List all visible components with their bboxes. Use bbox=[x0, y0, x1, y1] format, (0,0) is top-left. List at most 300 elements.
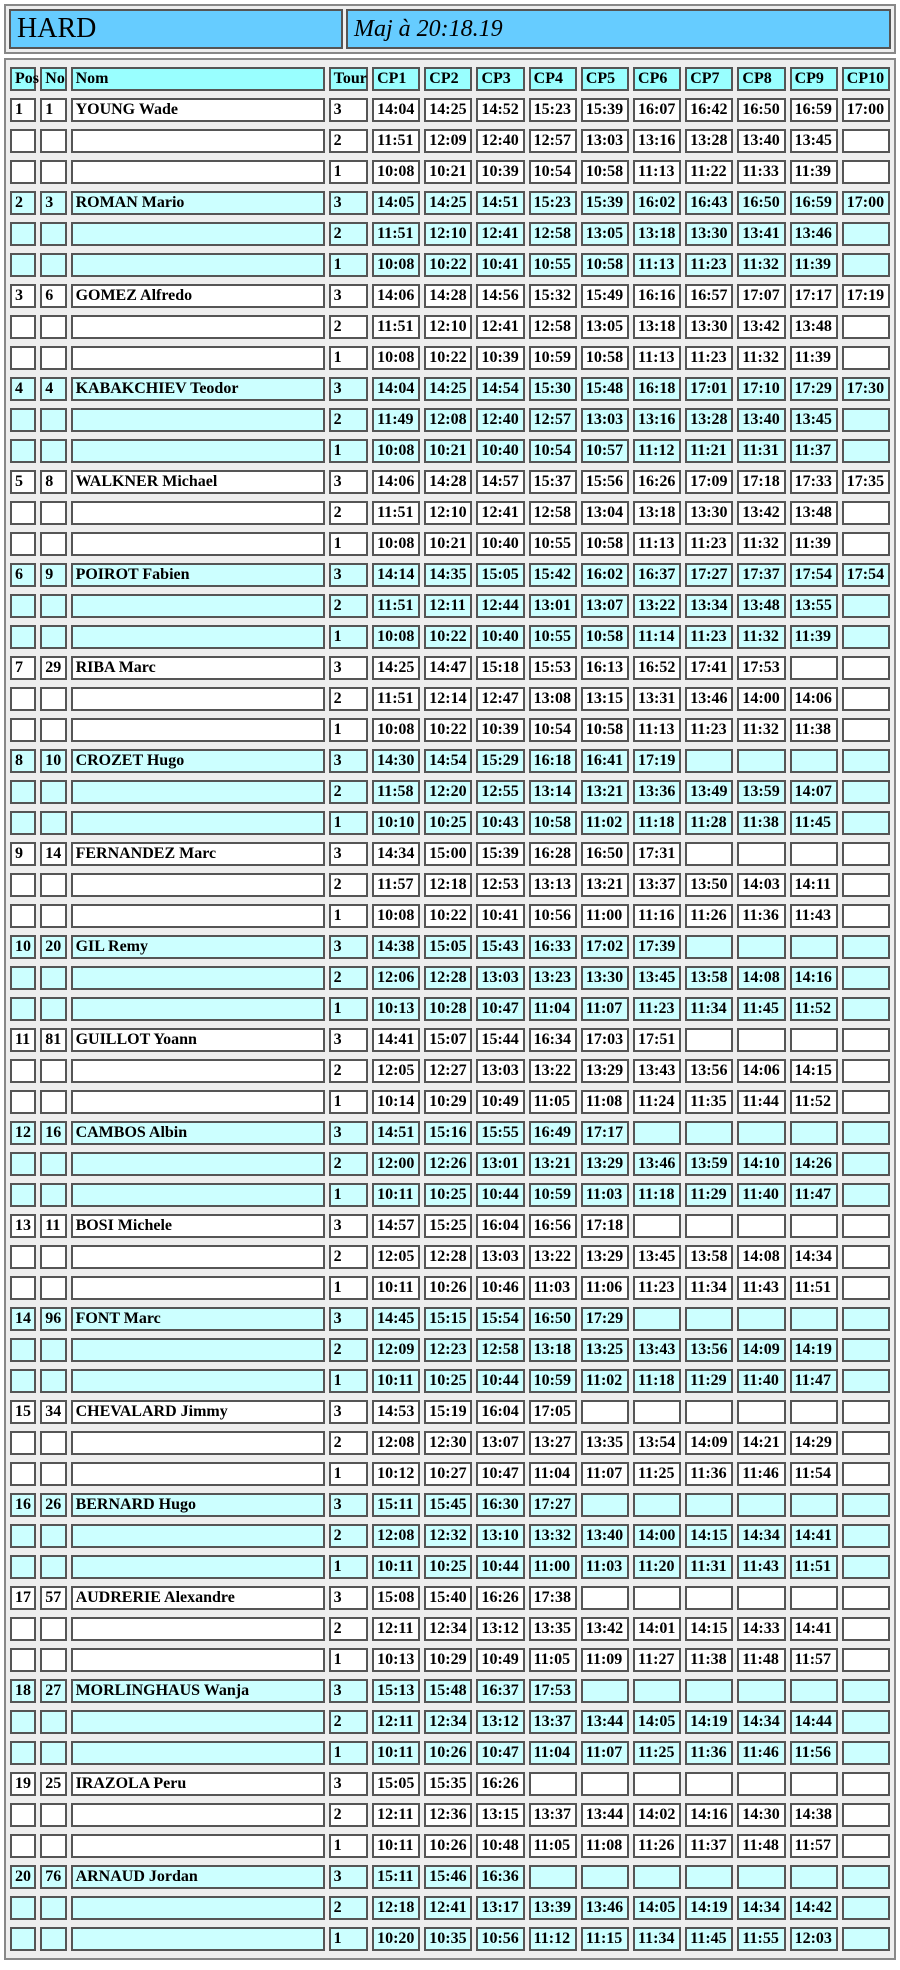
checkpoint-time-cell bbox=[842, 1710, 890, 1734]
checkpoint-time-cell: 10:25 bbox=[424, 1183, 472, 1207]
checkpoint-time-cell: 12:58 bbox=[529, 501, 577, 525]
rider-name-cell bbox=[71, 1183, 325, 1207]
table-row bbox=[10, 1896, 890, 1920]
position-cell: 8 bbox=[10, 749, 36, 773]
checkpoint-time-cell bbox=[737, 842, 785, 866]
checkpoint-time-cell: 13:03 bbox=[476, 1245, 524, 1269]
position-cell: 14 bbox=[10, 1307, 36, 1331]
position-cell bbox=[10, 1369, 36, 1393]
position-cell bbox=[10, 780, 36, 804]
checkpoint-time-cell bbox=[685, 935, 733, 959]
bib-number-cell: 34 bbox=[40, 1400, 66, 1424]
checkpoint-time-cell: 11:38 bbox=[790, 718, 838, 742]
lap-cell: 2 bbox=[329, 1524, 368, 1548]
bib-number-cell bbox=[40, 904, 66, 928]
checkpoint-time-cell: 11:40 bbox=[737, 1369, 785, 1393]
checkpoint-time-cell: 10:08 bbox=[372, 532, 420, 556]
table-row bbox=[10, 1400, 890, 1424]
checkpoint-time-cell: 14:47 bbox=[424, 656, 472, 680]
position-cell bbox=[10, 1927, 36, 1951]
checkpoint-time-cell: 10:08 bbox=[372, 718, 420, 742]
checkpoint-time-cell: 14:52 bbox=[476, 98, 524, 122]
checkpoint-time-cell: 10:26 bbox=[424, 1276, 472, 1300]
column-header-pos: Pos bbox=[10, 67, 36, 91]
checkpoint-time-cell: 10:08 bbox=[372, 904, 420, 928]
rider-name-cell bbox=[71, 346, 325, 370]
column-header-cp1: CP1 bbox=[372, 67, 420, 91]
checkpoint-time-cell: 12:11 bbox=[372, 1617, 420, 1641]
checkpoint-time-cell: 12:27 bbox=[424, 1059, 472, 1083]
checkpoint-time-cell: 11:36 bbox=[737, 904, 785, 928]
checkpoint-time-cell: 12:03 bbox=[790, 1927, 838, 1951]
checkpoint-time-cell bbox=[842, 842, 890, 866]
checkpoint-time-cell: 10:47 bbox=[476, 997, 524, 1021]
table-row bbox=[10, 625, 890, 649]
table-row bbox=[10, 1710, 890, 1734]
checkpoint-time-cell: 17:41 bbox=[685, 656, 733, 680]
checkpoint-time-cell: 10:44 bbox=[476, 1369, 524, 1393]
checkpoint-time-cell bbox=[842, 253, 890, 277]
checkpoint-time-cell: 16:50 bbox=[581, 842, 629, 866]
checkpoint-time-cell: 16:18 bbox=[633, 377, 681, 401]
checkpoint-time-cell: 10:44 bbox=[476, 1183, 524, 1207]
checkpoint-time-cell: 13:05 bbox=[581, 315, 629, 339]
bib-number-cell bbox=[40, 687, 66, 711]
bib-number-cell bbox=[40, 315, 66, 339]
checkpoint-time-cell: 13:37 bbox=[529, 1803, 577, 1827]
checkpoint-time-cell: 12:14 bbox=[424, 687, 472, 711]
checkpoint-time-cell: 10:26 bbox=[424, 1741, 472, 1765]
checkpoint-time-cell bbox=[529, 1865, 577, 1889]
checkpoint-time-cell: 14:25 bbox=[424, 191, 472, 215]
checkpoint-time-cell: 13:27 bbox=[529, 1431, 577, 1455]
checkpoint-time-cell: 10:08 bbox=[372, 160, 420, 184]
lap-cell: 1 bbox=[329, 997, 368, 1021]
checkpoint-time-cell: 15:35 bbox=[424, 1772, 472, 1796]
checkpoint-time-cell: 15:39 bbox=[476, 842, 524, 866]
checkpoint-time-cell bbox=[685, 1400, 733, 1424]
checkpoint-time-cell: 12:00 bbox=[372, 1152, 420, 1176]
checkpoint-time-cell: 14:34 bbox=[737, 1710, 785, 1734]
checkpoint-time-cell: 13:39 bbox=[529, 1896, 577, 1920]
checkpoint-time-cell bbox=[842, 1059, 890, 1083]
checkpoint-time-cell bbox=[685, 1307, 733, 1331]
checkpoint-time-cell: 13:29 bbox=[581, 1059, 629, 1083]
table-row bbox=[10, 470, 890, 494]
checkpoint-time-cell: 10:27 bbox=[424, 1462, 472, 1486]
lap-cell: 3 bbox=[329, 284, 368, 308]
table-row bbox=[10, 284, 890, 308]
table-row bbox=[10, 687, 890, 711]
rider-name-cell bbox=[71, 1059, 325, 1083]
checkpoint-time-cell: 14:19 bbox=[790, 1338, 838, 1362]
checkpoint-time-cell: 14:25 bbox=[424, 377, 472, 401]
checkpoint-time-cell bbox=[737, 1865, 785, 1889]
checkpoint-time-cell: 13:05 bbox=[581, 222, 629, 246]
checkpoint-time-cell: 11:51 bbox=[790, 1276, 838, 1300]
checkpoint-time-cell bbox=[685, 1121, 733, 1145]
checkpoint-time-cell: 12:34 bbox=[424, 1710, 472, 1734]
position-cell bbox=[10, 1710, 36, 1734]
checkpoint-time-cell: 16:56 bbox=[529, 1214, 577, 1238]
checkpoint-time-cell bbox=[842, 1927, 890, 1951]
lap-cell: 2 bbox=[329, 687, 368, 711]
lap-cell: 3 bbox=[329, 1121, 368, 1145]
checkpoint-time-cell: 13:13 bbox=[529, 873, 577, 897]
bib-number-cell bbox=[40, 222, 66, 246]
checkpoint-time-cell: 11:56 bbox=[790, 1741, 838, 1765]
checkpoint-time-cell: 10:40 bbox=[476, 625, 524, 649]
checkpoint-time-cell: 11:39 bbox=[790, 625, 838, 649]
checkpoint-time-cell: 15:11 bbox=[372, 1865, 420, 1889]
checkpoint-time-cell: 13:21 bbox=[581, 780, 629, 804]
checkpoint-time-cell: 13:03 bbox=[476, 966, 524, 990]
bib-number-cell: 9 bbox=[40, 563, 66, 587]
checkpoint-time-cell bbox=[737, 1772, 785, 1796]
checkpoint-time-cell: 15:05 bbox=[476, 563, 524, 587]
checkpoint-time-cell: 11:07 bbox=[581, 1741, 629, 1765]
checkpoint-time-cell: 14:09 bbox=[685, 1431, 733, 1455]
checkpoint-time-cell: 17:00 bbox=[842, 98, 890, 122]
checkpoint-time-cell: 10:11 bbox=[372, 1834, 420, 1858]
rider-name-cell bbox=[71, 1369, 325, 1393]
position-cell: 13 bbox=[10, 1214, 36, 1238]
position-cell bbox=[10, 966, 36, 990]
bib-number-cell bbox=[40, 1152, 66, 1176]
checkpoint-time-cell: 11:18 bbox=[633, 1183, 681, 1207]
position-cell: 15 bbox=[10, 1400, 36, 1424]
table-row bbox=[10, 656, 890, 680]
lap-cell: 3 bbox=[329, 1028, 368, 1052]
checkpoint-time-cell: 11:48 bbox=[737, 1834, 785, 1858]
checkpoint-time-cell bbox=[842, 811, 890, 835]
table-row bbox=[10, 1555, 890, 1579]
position-cell: 1 bbox=[10, 98, 36, 122]
checkpoint-time-cell bbox=[842, 1090, 890, 1114]
checkpoint-time-cell: 17:30 bbox=[842, 377, 890, 401]
checkpoint-time-cell: 11:35 bbox=[685, 1090, 733, 1114]
checkpoint-time-cell: 10:40 bbox=[476, 439, 524, 463]
rider-name-cell bbox=[71, 1710, 325, 1734]
checkpoint-time-cell: 10:54 bbox=[529, 160, 577, 184]
bib-number-cell bbox=[40, 501, 66, 525]
lap-cell: 3 bbox=[329, 191, 368, 215]
checkpoint-time-cell: 11:05 bbox=[529, 1648, 577, 1672]
checkpoint-time-cell: 10:08 bbox=[372, 439, 420, 463]
checkpoint-time-cell: 13:46 bbox=[633, 1152, 681, 1176]
rider-name-cell bbox=[71, 439, 325, 463]
checkpoint-time-cell: 12:05 bbox=[372, 1245, 420, 1269]
checkpoint-time-cell: 10:29 bbox=[424, 1648, 472, 1672]
checkpoint-time-cell bbox=[685, 1493, 733, 1517]
rider-name-cell: YOUNG Wade bbox=[71, 98, 325, 122]
position-cell: 6 bbox=[10, 563, 36, 587]
checkpoint-time-cell: 13:43 bbox=[633, 1338, 681, 1362]
checkpoint-time-cell: 11:23 bbox=[685, 253, 733, 277]
checkpoint-time-cell: 11:37 bbox=[790, 439, 838, 463]
checkpoint-time-cell: 10:20 bbox=[372, 1927, 420, 1951]
update-time: Maj à 20:18.19 bbox=[346, 9, 891, 49]
checkpoint-time-cell: 14:04 bbox=[372, 98, 420, 122]
rider-name-cell bbox=[71, 904, 325, 928]
checkpoint-time-cell: 10:58 bbox=[581, 160, 629, 184]
checkpoint-time-cell: 17:54 bbox=[842, 563, 890, 587]
lap-cell: 2 bbox=[329, 1059, 368, 1083]
checkpoint-time-cell bbox=[842, 1679, 890, 1703]
checkpoint-time-cell: 12:36 bbox=[424, 1803, 472, 1827]
rider-name-cell bbox=[71, 997, 325, 1021]
checkpoint-time-cell: 11:39 bbox=[790, 160, 838, 184]
checkpoint-time-cell: 14:28 bbox=[424, 284, 472, 308]
table-row bbox=[10, 1679, 890, 1703]
position-cell bbox=[10, 1648, 36, 1672]
checkpoint-time-cell: 16:28 bbox=[529, 842, 577, 866]
checkpoint-time-cell: 17:17 bbox=[581, 1121, 629, 1145]
table-row bbox=[10, 222, 890, 246]
checkpoint-time-cell: 15:11 bbox=[372, 1493, 420, 1517]
checkpoint-time-cell: 14:57 bbox=[372, 1214, 420, 1238]
checkpoint-time-cell: 16:26 bbox=[633, 470, 681, 494]
rider-name-cell bbox=[71, 687, 325, 711]
checkpoint-time-cell bbox=[842, 625, 890, 649]
bib-number-cell bbox=[40, 408, 66, 432]
checkpoint-time-cell bbox=[737, 749, 785, 773]
table-row bbox=[10, 1214, 890, 1238]
bib-number-cell bbox=[40, 873, 66, 897]
checkpoint-time-cell: 14:15 bbox=[685, 1524, 733, 1548]
checkpoint-time-cell: 16:30 bbox=[476, 1493, 524, 1517]
position-cell bbox=[10, 811, 36, 835]
checkpoint-time-cell: 13:48 bbox=[790, 501, 838, 525]
checkpoint-time-cell: 12:08 bbox=[372, 1524, 420, 1548]
rider-name-cell bbox=[71, 718, 325, 742]
lap-cell: 2 bbox=[329, 1338, 368, 1362]
checkpoint-time-cell: 10:59 bbox=[529, 1183, 577, 1207]
checkpoint-time-cell: 16:26 bbox=[476, 1772, 524, 1796]
checkpoint-time-cell: 12:57 bbox=[529, 408, 577, 432]
lap-cell: 3 bbox=[329, 377, 368, 401]
rider-name-cell bbox=[71, 1245, 325, 1269]
checkpoint-time-cell: 16:07 bbox=[633, 98, 681, 122]
checkpoint-time-cell: 10:55 bbox=[529, 253, 577, 277]
position-cell bbox=[10, 1555, 36, 1579]
checkpoint-time-cell: 10:58 bbox=[581, 253, 629, 277]
checkpoint-time-cell bbox=[842, 222, 890, 246]
bib-number-cell bbox=[40, 1710, 66, 1734]
checkpoint-time-cell: 11:05 bbox=[529, 1090, 577, 1114]
checkpoint-time-cell: 11:45 bbox=[685, 1927, 733, 1951]
checkpoint-time-cell: 11:04 bbox=[529, 997, 577, 1021]
checkpoint-time-cell: 17:53 bbox=[737, 656, 785, 680]
table-row bbox=[10, 1338, 890, 1362]
table-row bbox=[10, 1865, 890, 1889]
checkpoint-time-cell: 15:07 bbox=[424, 1028, 472, 1052]
checkpoint-time-cell: 12:41 bbox=[476, 501, 524, 525]
checkpoint-time-cell bbox=[633, 1865, 681, 1889]
rider-name-cell bbox=[71, 222, 325, 246]
bib-number-cell: 29 bbox=[40, 656, 66, 680]
results-table bbox=[4, 58, 896, 1960]
checkpoint-time-cell: 11:40 bbox=[737, 1183, 785, 1207]
checkpoint-time-cell bbox=[842, 439, 890, 463]
table-row bbox=[10, 1431, 890, 1455]
table-row bbox=[10, 1245, 890, 1269]
rider-name-cell: POIROT Fabien bbox=[71, 563, 325, 587]
position-cell bbox=[10, 1338, 36, 1362]
table-row bbox=[10, 1803, 890, 1827]
checkpoint-time-cell bbox=[737, 1214, 785, 1238]
checkpoint-time-cell: 11:23 bbox=[633, 1276, 681, 1300]
checkpoint-time-cell: 11:07 bbox=[581, 1462, 629, 1486]
checkpoint-time-cell: 11:13 bbox=[633, 160, 681, 184]
rider-name-cell: FERNANDEZ Marc bbox=[71, 842, 325, 866]
bib-number-cell bbox=[40, 129, 66, 153]
table-row bbox=[10, 1276, 890, 1300]
checkpoint-time-cell: 11:12 bbox=[633, 439, 681, 463]
checkpoint-time-cell: 14:08 bbox=[737, 1245, 785, 1269]
checkpoint-time-cell: 13:31 bbox=[633, 687, 681, 711]
table-row bbox=[10, 129, 890, 153]
checkpoint-time-cell: 14:53 bbox=[372, 1400, 420, 1424]
bib-number-cell: 10 bbox=[40, 749, 66, 773]
lap-cell: 2 bbox=[329, 780, 368, 804]
checkpoint-time-cell: 10:41 bbox=[476, 253, 524, 277]
checkpoint-time-cell: 10:10 bbox=[372, 811, 420, 835]
checkpoint-time-cell: 15:54 bbox=[476, 1307, 524, 1331]
checkpoint-time-cell: 11:06 bbox=[581, 1276, 629, 1300]
position-cell: 7 bbox=[10, 656, 36, 680]
checkpoint-time-cell: 14:15 bbox=[685, 1617, 733, 1641]
checkpoint-time-cell bbox=[633, 1121, 681, 1145]
checkpoint-time-cell: 10:41 bbox=[476, 904, 524, 928]
lap-cell: 2 bbox=[329, 315, 368, 339]
checkpoint-time-cell: 13:29 bbox=[581, 1245, 629, 1269]
table-row bbox=[10, 1648, 890, 1672]
checkpoint-time-cell: 17:01 bbox=[685, 377, 733, 401]
rider-name-cell bbox=[71, 811, 325, 835]
bib-number-cell: 4 bbox=[40, 377, 66, 401]
checkpoint-time-cell: 12:10 bbox=[424, 315, 472, 339]
table-row bbox=[10, 749, 890, 773]
checkpoint-time-cell bbox=[842, 1648, 890, 1672]
checkpoint-time-cell: 13:58 bbox=[685, 1245, 733, 1269]
checkpoint-time-cell: 17:51 bbox=[633, 1028, 681, 1052]
position-cell bbox=[10, 439, 36, 463]
checkpoint-time-cell bbox=[737, 1493, 785, 1517]
checkpoint-time-cell: 11:12 bbox=[529, 1927, 577, 1951]
bib-number-cell: 57 bbox=[40, 1586, 66, 1610]
lap-cell: 1 bbox=[329, 253, 368, 277]
checkpoint-time-cell: 10:22 bbox=[424, 625, 472, 649]
checkpoint-time-cell: 13:12 bbox=[476, 1710, 524, 1734]
position-cell: 20 bbox=[10, 1865, 36, 1889]
checkpoint-time-cell: 10:22 bbox=[424, 904, 472, 928]
checkpoint-time-cell: 17:18 bbox=[737, 470, 785, 494]
checkpoint-time-cell bbox=[581, 1772, 629, 1796]
checkpoint-time-cell: 13:59 bbox=[737, 780, 785, 804]
position-cell bbox=[10, 253, 36, 277]
checkpoint-time-cell: 11:04 bbox=[529, 1741, 577, 1765]
checkpoint-time-cell: 13:22 bbox=[529, 1059, 577, 1083]
checkpoint-time-cell: 11:18 bbox=[633, 811, 681, 835]
checkpoint-time-cell: 10:08 bbox=[372, 346, 420, 370]
rider-name-cell bbox=[71, 1834, 325, 1858]
checkpoint-time-cell: 12:32 bbox=[424, 1524, 472, 1548]
lap-cell: 1 bbox=[329, 1648, 368, 1672]
checkpoint-time-cell bbox=[842, 1369, 890, 1393]
position-cell bbox=[10, 687, 36, 711]
checkpoint-time-cell: 12:05 bbox=[372, 1059, 420, 1083]
rider-name-cell bbox=[71, 1462, 325, 1486]
checkpoint-time-cell: 16:42 bbox=[685, 98, 733, 122]
checkpoint-time-cell: 11:51 bbox=[372, 687, 420, 711]
rider-name-cell bbox=[71, 408, 325, 432]
bib-number-cell bbox=[40, 1617, 66, 1641]
checkpoint-time-cell bbox=[842, 1214, 890, 1238]
checkpoint-time-cell bbox=[581, 1586, 629, 1610]
position-cell: 19 bbox=[10, 1772, 36, 1796]
checkpoint-time-cell: 16:13 bbox=[581, 656, 629, 680]
rider-name-cell bbox=[71, 315, 325, 339]
checkpoint-time-cell: 10:25 bbox=[424, 1369, 472, 1393]
position-cell bbox=[10, 1524, 36, 1548]
table-row bbox=[10, 718, 890, 742]
checkpoint-time-cell: 14:08 bbox=[737, 966, 785, 990]
checkpoint-time-cell: 16:36 bbox=[476, 1865, 524, 1889]
column-header-no: No bbox=[40, 67, 66, 91]
checkpoint-time-cell: 11:20 bbox=[633, 1555, 681, 1579]
checkpoint-time-cell: 12:53 bbox=[476, 873, 524, 897]
rider-name-cell: CROZET Hugo bbox=[71, 749, 325, 773]
checkpoint-time-cell: 11:34 bbox=[685, 997, 733, 1021]
table-row bbox=[10, 1121, 890, 1145]
checkpoint-time-cell: 11:23 bbox=[685, 625, 733, 649]
checkpoint-time-cell: 15:39 bbox=[581, 191, 629, 215]
checkpoint-time-cell: 11:25 bbox=[633, 1741, 681, 1765]
checkpoint-time-cell bbox=[737, 1679, 785, 1703]
checkpoint-time-cell bbox=[633, 1586, 681, 1610]
lap-cell: 3 bbox=[329, 935, 368, 959]
table-row bbox=[10, 191, 890, 215]
checkpoint-time-cell bbox=[790, 935, 838, 959]
bib-number-cell bbox=[40, 780, 66, 804]
checkpoint-time-cell: 10:21 bbox=[424, 439, 472, 463]
checkpoint-time-cell: 14:25 bbox=[424, 98, 472, 122]
checkpoint-time-cell bbox=[790, 749, 838, 773]
checkpoint-time-cell: 11:33 bbox=[737, 160, 785, 184]
checkpoint-time-cell: 13:30 bbox=[685, 222, 733, 246]
checkpoint-time-cell: 12:28 bbox=[424, 1245, 472, 1269]
position-cell bbox=[10, 1617, 36, 1641]
checkpoint-time-cell: 11:08 bbox=[581, 1090, 629, 1114]
checkpoint-time-cell: 11:49 bbox=[372, 408, 420, 432]
lap-cell: 3 bbox=[329, 1586, 368, 1610]
checkpoint-time-cell bbox=[842, 1617, 890, 1641]
checkpoint-time-cell: 17:05 bbox=[529, 1400, 577, 1424]
lap-cell: 2 bbox=[329, 222, 368, 246]
checkpoint-time-cell: 11:23 bbox=[685, 532, 733, 556]
checkpoint-time-cell: 13:59 bbox=[685, 1152, 733, 1176]
checkpoint-time-cell: 14:19 bbox=[685, 1710, 733, 1734]
checkpoint-time-cell: 12:40 bbox=[476, 408, 524, 432]
checkpoint-time-cell: 12:09 bbox=[372, 1338, 420, 1362]
checkpoint-time-cell: 11:37 bbox=[685, 1834, 733, 1858]
checkpoint-time-cell: 12:18 bbox=[424, 873, 472, 897]
checkpoint-time-cell: 10:25 bbox=[424, 1555, 472, 1579]
checkpoint-time-cell: 12:08 bbox=[424, 408, 472, 432]
checkpoint-time-cell: 15:46 bbox=[424, 1865, 472, 1889]
checkpoint-time-cell bbox=[529, 1772, 577, 1796]
